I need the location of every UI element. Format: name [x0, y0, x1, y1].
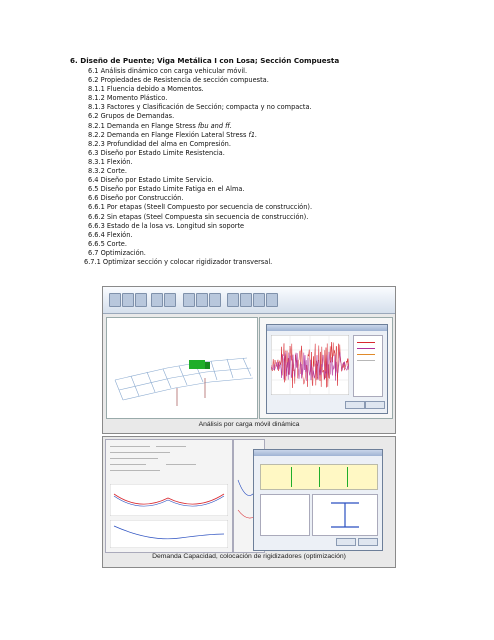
ribbon-button	[209, 293, 221, 307]
toc-line: 6.1 Análisis dinámico con carga vehicular móvil.	[88, 67, 248, 75]
toc-line: 8.1.2 Momento Plástico.	[88, 94, 168, 103]
girder-elevation	[260, 464, 378, 490]
toc-line-text: 8.2.2 Demanda en Flange Flexión Lateral Stress	[88, 130, 249, 139]
capacity-optimization-caption: Demanda Capacidad, colocación de rigidizadores (optimización)	[103, 553, 395, 560]
plot-dialog	[266, 324, 388, 414]
toc-line: 6.7.1 Optimizar sección y colocar rigidizador transversal.	[84, 257, 273, 266]
ribbon-button	[196, 293, 208, 307]
legend-panel	[353, 335, 383, 397]
dialog-button[interactable]	[336, 538, 356, 546]
toc-line: 6.6.4 Flexión.	[88, 230, 133, 239]
toc-line	[88, 122, 448, 131]
toc-line: 6.6.5 Corte.	[88, 239, 127, 248]
ribbon-button	[240, 293, 252, 307]
app-ribbon	[103, 287, 395, 314]
toc-line	[88, 131, 448, 140]
ribbon-button	[266, 293, 278, 307]
toc-line-text: 8.2.1 Demanda en Flange Stress	[88, 121, 198, 130]
ribbon-button	[253, 293, 265, 307]
time-history-window	[259, 317, 393, 419]
section-list[interactable]	[260, 494, 310, 536]
time-history-plot	[271, 335, 349, 395]
toc-line: 6.6.2 Sin etapas (Steel Compuesta sin secuencia de construcción).	[88, 212, 309, 221]
toc-line: 8.2.3 Profundidad del alma en Compresión.	[88, 139, 231, 148]
toc-line-emphasis: f1.	[248, 130, 258, 139]
toc-line: 8.3.1 Flexión.	[88, 157, 133, 166]
design-form-panel	[105, 439, 233, 553]
toc-line: 6.4 Diseño por Estado Limite Servicio.	[88, 176, 214, 185]
dynamic-analysis-screenshot	[102, 286, 396, 434]
toc-line: 6.2 Propiedades de Resistencia de sección compuesta.	[88, 76, 269, 85]
model-viewport	[106, 317, 258, 419]
moment-envelope-plot	[110, 484, 228, 516]
dynamic-analysis-caption: Análisis por carga móvil dinámica	[103, 421, 395, 428]
dialog-titlebar	[254, 450, 382, 456]
capacity-optimization-screenshot	[102, 436, 396, 568]
dialog-button[interactable]	[345, 401, 365, 409]
dialog-button[interactable]	[365, 401, 385, 409]
toc-line: 6.6.3 Estado de la losa vs. Longitud sin soporte	[88, 221, 245, 230]
truck-load-block	[189, 360, 205, 369]
toc-line: 6.5 Diseño por Estado Limite Fatiga en el Alma.	[88, 185, 245, 194]
section-heading: 6. Diseño de Puente; Viga Metálica I con Losa; Sección Compuesta	[70, 56, 340, 65]
toc-line: 6.2 Grupos de Demandas.	[88, 112, 175, 121]
dialog-button[interactable]	[358, 538, 378, 546]
ribbon-button	[227, 293, 239, 307]
toc-line: 8.1.1 Fluencia debido a Momentos.	[88, 85, 204, 94]
ribbon-button	[122, 293, 134, 307]
dialog-titlebar	[267, 325, 387, 331]
ribbon-button	[183, 293, 195, 307]
shear-plot	[110, 520, 228, 548]
ribbon-button	[135, 293, 147, 307]
toc-line: 6.6 Diseño por Construcción.	[88, 194, 184, 203]
stiffener-dialog	[253, 449, 383, 551]
toc-line: 8.1.3 Factores y Clasificación de Sección; compacta y no compacta.	[88, 103, 312, 112]
toc-line: 6.7 Optimización.	[88, 248, 146, 257]
ribbon-button	[164, 293, 176, 307]
ribbon-button	[109, 293, 121, 307]
bridge-model-drawing	[107, 318, 257, 418]
table-of-contents	[84, 67, 448, 267]
toc-line: 8.3.2 Corte.	[88, 167, 127, 176]
section-preview	[312, 494, 378, 536]
toc-line: 6.3 Diseño por Estado Limite Resistencia.	[88, 148, 225, 157]
toc-line: 6.6.1 Por etapas (SteelI Compuesto por secuencia de construcción).	[88, 203, 313, 212]
toc-line-emphasis: fbu and ff.	[197, 121, 232, 130]
ribbon-button	[151, 293, 163, 307]
